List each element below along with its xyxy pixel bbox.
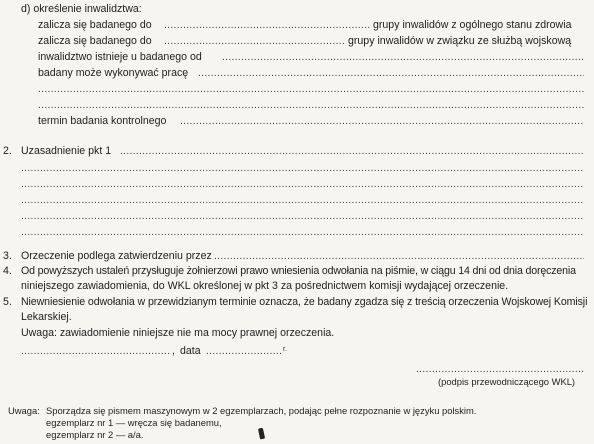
- justification-label: Uzasadnienie pkt 1: [21, 145, 112, 157]
- disability-since-label: inwalidztwo istnieje u badanego od: [38, 51, 202, 63]
- year-suffix: r.: [283, 346, 287, 353]
- group-general-label: zalicza się badanego do: [38, 19, 152, 31]
- place-field[interactable]: [21, 345, 171, 358]
- ink-mark: [258, 428, 265, 440]
- control-date-field[interactable]: [180, 115, 584, 128]
- justification-line[interactable]: [21, 162, 584, 175]
- group-military-label: zalicza się badanego do: [38, 35, 152, 47]
- no-appeal-text-line-1: Niewniesienie odwołania w przewidzianym terminie oznacza, że badany zgadza się z treścią orzeczenia Wojskowej Komisji: [21, 296, 588, 308]
- can-work-continuation-2[interactable]: [38, 99, 584, 112]
- date-label: data: [180, 345, 201, 357]
- date-field[interactable]: [206, 345, 282, 358]
- approval-field[interactable]: [214, 250, 584, 263]
- justification-line[interactable]: [21, 226, 584, 239]
- can-work-field[interactable]: [198, 67, 584, 80]
- appeal-text-line-2: niniejszego zawiadomienia, do WKL określonej w pkt 3 za pośrednictwem komisji wydającej orzeczenie.: [21, 280, 509, 292]
- can-work-continuation-1[interactable]: [38, 83, 584, 96]
- appeal-text-line-1: Od powyższych ustaleń przysługuje żołnierzowi prawo wniesienia odwołania na piśmie, w ciągu 14 dni od dnia doręczenia: [21, 265, 576, 277]
- item-2-number: 2.: [3, 145, 12, 157]
- footer-note-line-3: egzemplarz nr 2 — a/a.: [46, 429, 144, 440]
- place-comma: ,: [172, 345, 175, 357]
- group-general-suffix: grupy inwalidów z ogólnego stanu zdrowia: [373, 19, 572, 31]
- footer-note-label: Uwaga:: [8, 405, 40, 416]
- approval-label: Orzeczenie podlega zatwierdzeniu przez: [21, 250, 212, 262]
- footer-note-line-1: Sporządza się pismem maszynowym w 2 egzemplarzach, podając pełne rozpoznanie w języku polskim.: [46, 405, 477, 416]
- justification-line[interactable]: [21, 210, 584, 223]
- item-4-number: 4.: [3, 265, 12, 277]
- no-appeal-text-line-2: Lekarskiej.: [21, 311, 72, 323]
- section-d-heading: d) określenie inwalidztwa:: [21, 3, 142, 15]
- group-general-field[interactable]: [164, 19, 370, 32]
- item-3-number: 3.: [3, 250, 12, 262]
- no-legal-force-note: Uwaga: zawiadomienie niniejsze nie ma mocy prawnej orzeczenia.: [21, 327, 335, 339]
- group-military-suffix: grupy inwalidów w związku ze służbą wojskową: [348, 35, 572, 47]
- item-5-number: 5.: [3, 296, 12, 308]
- justification-line[interactable]: [21, 194, 584, 207]
- can-work-label: badany może wykonywać pracę: [38, 67, 189, 79]
- control-date-label: termin badania kontrolnego: [38, 115, 167, 127]
- group-military-field[interactable]: [164, 35, 346, 48]
- footer-note-line-2: egzemplarz nr 1 — wręcza się badanemu,: [46, 417, 222, 428]
- justification-field[interactable]: [120, 145, 584, 158]
- signature-caption: (podpis przewodniczącego WKL): [438, 376, 576, 387]
- disability-since-field[interactable]: [222, 51, 584, 64]
- justification-line[interactable]: [21, 178, 584, 191]
